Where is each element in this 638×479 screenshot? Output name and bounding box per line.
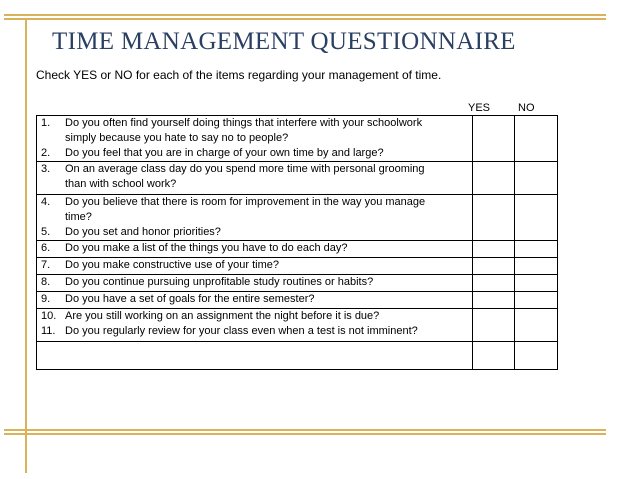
question-cell [37, 195, 473, 241]
question-cell [37, 292, 473, 309]
yes-checkbox-cell[interactable] [473, 195, 515, 241]
question-number: 1. [41, 117, 51, 129]
question-line-continued [37, 210, 472, 225]
question-number: 4. [41, 196, 51, 208]
question-text: Do you believe that there is room for improvement in the way you manage [65, 196, 426, 208]
questionnaire-table [36, 115, 558, 370]
question-text: Do you regularly review for your class even when a test is not imminent? [65, 325, 418, 337]
question-text: time? [65, 211, 92, 223]
question-line-continued [37, 131, 472, 146]
no-column-header: NO [518, 102, 535, 114]
yes-checkbox-cell[interactable] [473, 241, 515, 258]
question-line [37, 275, 472, 290]
no-checkbox-cell[interactable] [515, 275, 558, 292]
question-text: Do you often find yourself doing things that interfere with your schoolwork [65, 117, 423, 129]
question-number: 3. [41, 163, 51, 175]
question-text: Do you set and honor priorities? [65, 226, 221, 238]
table-row [37, 342, 558, 370]
left-rule [25, 18, 27, 473]
table-row [37, 116, 558, 162]
question-number [41, 210, 65, 225]
yes-column-header: YES [468, 102, 491, 114]
yes-checkbox-cell[interactable] [473, 275, 515, 292]
no-checkbox-cell[interactable] [515, 241, 558, 258]
question-text: Do you make constructive use of your time? [65, 259, 279, 271]
question-cell [37, 258, 473, 275]
no-checkbox-cell[interactable] [515, 162, 558, 195]
question-cell [37, 342, 473, 370]
page-title: TIME MANAGEMENT QUESTIONNAIRE [52, 28, 516, 55]
question-number: 10. [41, 310, 57, 322]
top-rule-inner [4, 18, 606, 20]
question-line [37, 225, 472, 240]
question-line [37, 258, 472, 273]
question-cell [37, 309, 473, 342]
no-checkbox-cell[interactable] [515, 195, 558, 241]
question-line [37, 162, 472, 177]
instructions-text: Check YES or NO for each of the items regarding your management of time. [36, 68, 442, 82]
question-text: Do you have a set of goals for the entire semester? [65, 293, 315, 305]
question-text: Do you feel that you are in charge of your own time by and large? [65, 147, 384, 159]
question-line [37, 241, 472, 256]
question-text: On an average class day do you spend more time with personal grooming [65, 163, 425, 175]
question-number: 5. [41, 226, 51, 238]
question-line [37, 146, 472, 161]
question-number: 2. [41, 147, 51, 159]
question-cell [37, 116, 473, 162]
table-row [37, 258, 558, 275]
question-number: 6. [41, 242, 51, 254]
table-row [37, 309, 558, 342]
question-line [37, 324, 472, 339]
question-text: Do you make a list of the things you have to do each day? [65, 242, 348, 254]
question-number: 7. [41, 259, 51, 271]
no-checkbox-cell[interactable] [515, 258, 558, 275]
question-line [37, 195, 472, 210]
bottom-rule-inner [4, 433, 606, 435]
yes-checkbox-cell[interactable] [473, 292, 515, 309]
question-line [37, 116, 472, 131]
question-number [41, 177, 65, 192]
table-row [37, 292, 558, 309]
question-text: Do you continue pursuing unprofitable study routines or habits? [65, 276, 374, 288]
question-line [37, 292, 472, 307]
question-number [41, 131, 65, 146]
table-row [37, 162, 558, 195]
no-checkbox-cell[interactable] [515, 309, 558, 342]
question-line-continued [37, 177, 472, 192]
yes-checkbox-cell[interactable] [473, 309, 515, 342]
table-row [37, 195, 558, 241]
question-cell [37, 162, 473, 195]
table-row [37, 275, 558, 292]
question-number: 11. [41, 325, 56, 337]
question-text: simply because you hate to say no to people? [65, 132, 289, 144]
question-cell [37, 241, 473, 258]
no-checkbox-cell[interactable] [515, 292, 558, 309]
yes-checkbox-cell[interactable] [473, 258, 515, 275]
table-row [37, 241, 558, 258]
no-checkbox-cell[interactable] [515, 342, 558, 370]
question-text: Are you still working on an assignment the night before it is due? [65, 310, 380, 322]
question-line [37, 309, 472, 324]
yes-checkbox-cell[interactable] [473, 116, 515, 162]
question-number: 8. [41, 276, 51, 288]
top-rule [4, 14, 606, 16]
yes-checkbox-cell[interactable] [473, 162, 515, 195]
bottom-rule [4, 429, 606, 431]
question-text: than with school work? [65, 178, 177, 190]
question-cell [37, 275, 473, 292]
yes-checkbox-cell[interactable] [473, 342, 515, 370]
question-number: 9. [41, 293, 51, 305]
no-checkbox-cell[interactable] [515, 116, 558, 162]
